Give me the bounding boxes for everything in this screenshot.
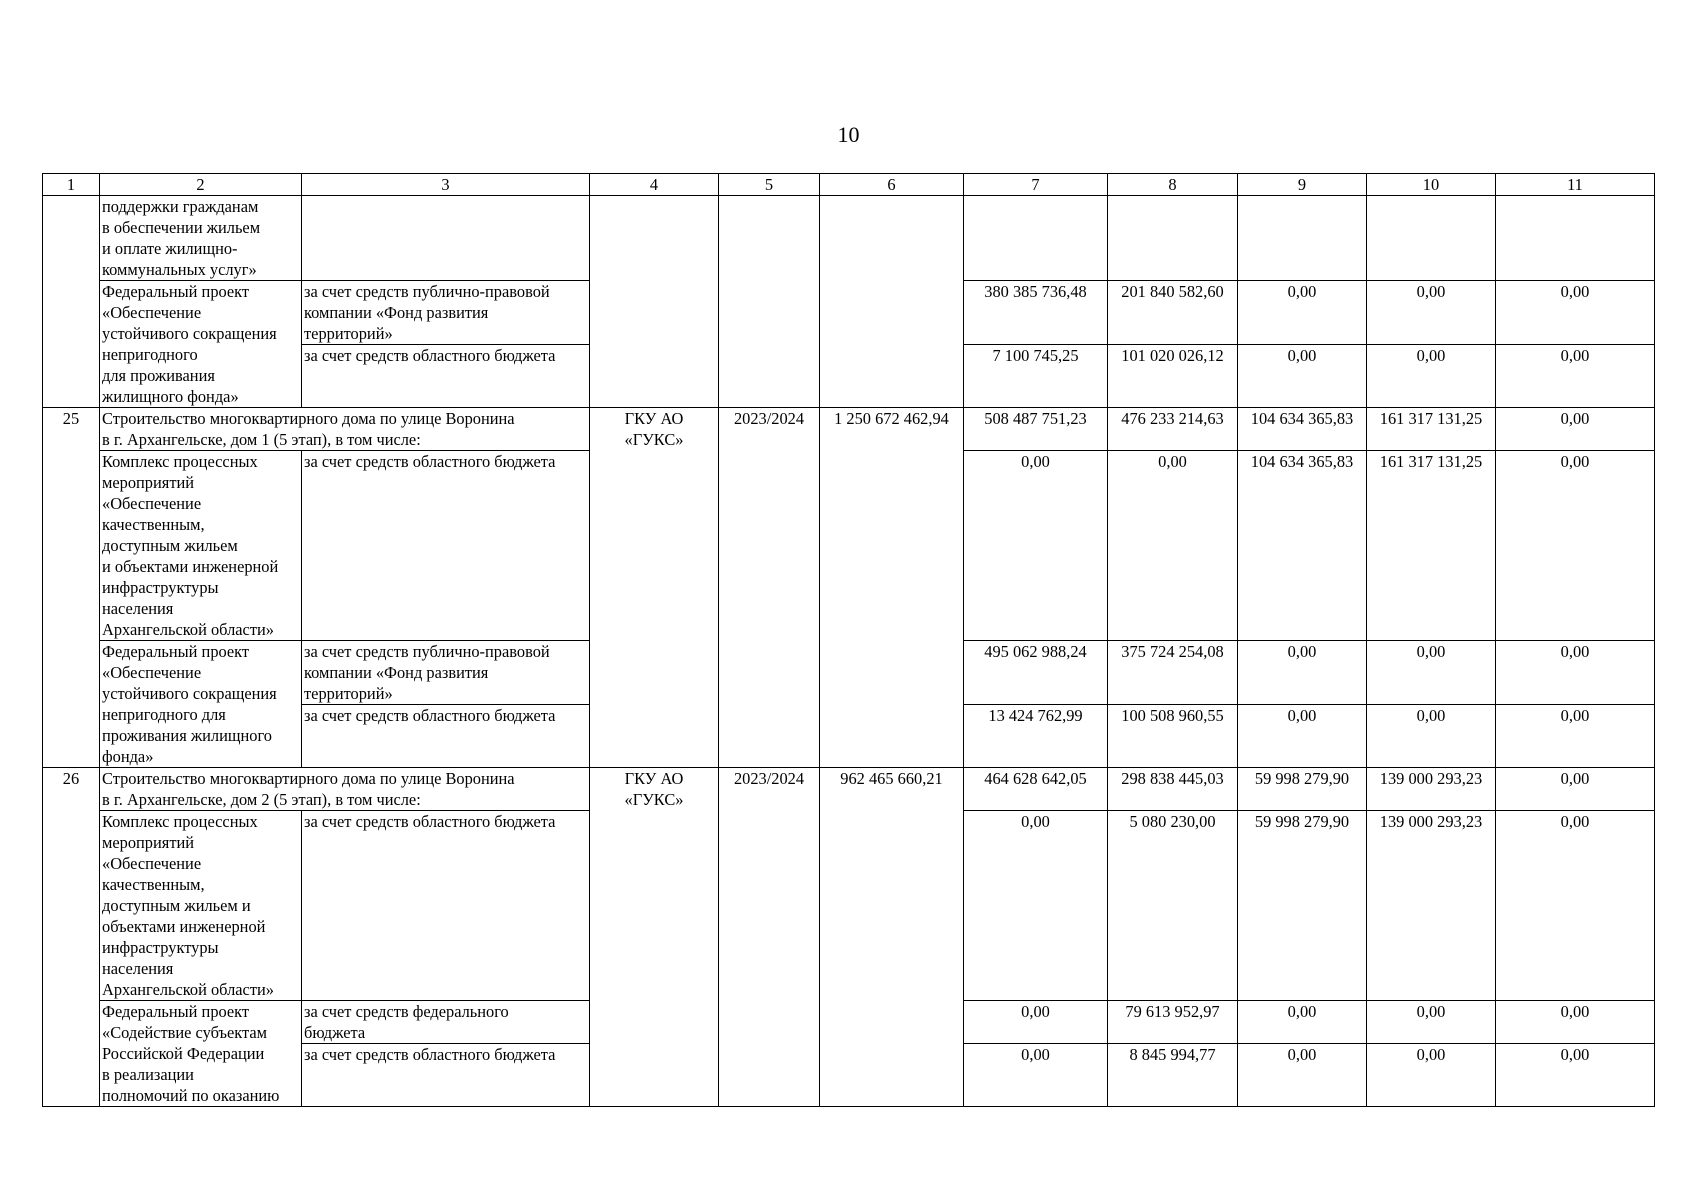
executor: ГКУ АО «ГУКС» — [590, 408, 719, 768]
total-cell — [820, 196, 964, 408]
value-cell: 5 080 230,00 — [1108, 811, 1238, 1001]
value-cell: 7 100 745,25 — [964, 345, 1108, 408]
column-number: 7 — [964, 174, 1108, 196]
value-cell: 0,00 — [1367, 705, 1496, 768]
value-cell: 0,00 — [964, 451, 1108, 641]
process-complex-name: Комплекс процессных мероприятий «Обеспечение качественным, доступным жильем и объектами инженерной инфраструктуры населения Архангельской области» — [100, 451, 302, 641]
executor-cell — [590, 196, 719, 408]
value-cell: 0,00 — [1367, 641, 1496, 705]
value-cell: 139 000 293,23 — [1367, 768, 1496, 811]
value-cell: 0,00 — [1496, 1044, 1655, 1107]
executor: ГКУ АО «ГУКС» — [590, 768, 719, 1107]
measure-title: Строительство многоквартирного дома по улице Воронина в г. Архангельске, дом 2 (5 этап), в том числе: — [100, 768, 590, 811]
value-cell: 0,00 — [1496, 408, 1655, 451]
value-cell: 0,00 — [964, 1044, 1108, 1107]
value-cell: 0,00 — [1108, 451, 1238, 641]
total-cost: 1 250 672 462,94 — [820, 408, 964, 768]
value-cell — [1108, 196, 1238, 281]
table-row — [43, 196, 1655, 281]
value-cell: 0,00 — [1496, 1001, 1655, 1044]
column-number: 9 — [1238, 174, 1367, 196]
funding-source: за счет средств областного бюджета — [302, 705, 590, 768]
funding-source: за счет средств публично-правовой компании «Фонд развития территорий» — [302, 281, 590, 345]
source-cell — [302, 196, 590, 281]
value-cell: 0,00 — [1496, 811, 1655, 1001]
years: 2023/2024 — [719, 768, 820, 1107]
column-number: 10 — [1367, 174, 1496, 196]
value-cell: 0,00 — [1238, 345, 1367, 408]
value-cell: 104 634 365,83 — [1238, 408, 1367, 451]
funding-source: за счет средств областного бюджета — [302, 811, 590, 1001]
column-numbers-row — [43, 174, 1655, 196]
value-cell: 139 000 293,23 — [1367, 811, 1496, 1001]
value-cell: 0,00 — [1496, 768, 1655, 811]
federal-project-name: Федеральный проект «Обеспечение устойчивого сокращения непригодного для проживания жилищного фонда» — [100, 281, 302, 408]
value-cell: 101 020 026,12 — [1108, 345, 1238, 408]
funding-source: за счет средств публично-правовой компании «Фонд развития территорий» — [302, 641, 590, 705]
value-cell: 0,00 — [1238, 1001, 1367, 1044]
value-cell: 464 628 642,05 — [964, 768, 1108, 811]
column-number: 8 — [1108, 174, 1238, 196]
value-cell: 0,00 — [1238, 1044, 1367, 1107]
value-cell: 375 724 254,08 — [1108, 641, 1238, 705]
value-cell: 59 998 279,90 — [1238, 768, 1367, 811]
value-cell: 0,00 — [1367, 345, 1496, 408]
funding-source: за счет средств федерального бюджета — [302, 1001, 590, 1044]
federal-project-name: Федеральный проект «Обеспечение устойчивого сокращения непригодного для проживания жилищного фонда» — [100, 641, 302, 768]
value-cell: 0,00 — [1496, 345, 1655, 408]
value-cell — [1238, 196, 1367, 281]
years-cell — [719, 196, 820, 408]
value-cell — [964, 196, 1108, 281]
value-cell: 0,00 — [1496, 641, 1655, 705]
value-cell: 508 487 751,23 — [964, 408, 1108, 451]
column-number: 2 — [100, 174, 302, 196]
value-cell: 0,00 — [1496, 705, 1655, 768]
value-cell — [1496, 196, 1655, 281]
value-cell: 0,00 — [964, 1001, 1108, 1044]
table-row — [43, 408, 1655, 451]
measure-name-continuation: поддержки гражданам в обеспечении жильем и оплате жилищно- коммунальных услуг» — [100, 196, 302, 281]
value-cell: 476 233 214,63 — [1108, 408, 1238, 451]
value-cell: 8 845 994,77 — [1108, 1044, 1238, 1107]
value-cell: 0,00 — [1367, 1001, 1496, 1044]
value-cell: 0,00 — [1367, 1044, 1496, 1107]
value-cell: 0,00 — [1238, 281, 1367, 345]
value-cell: 79 613 952,97 — [1108, 1001, 1238, 1044]
page-number: 10 — [837, 122, 860, 147]
value-cell: 0,00 — [964, 811, 1108, 1001]
value-cell: 298 838 445,03 — [1108, 768, 1238, 811]
value-cell: 161 317 131,25 — [1367, 451, 1496, 641]
row-number: 26 — [43, 768, 100, 1107]
value-cell: 0,00 — [1238, 641, 1367, 705]
value-cell: 0,00 — [1238, 705, 1367, 768]
value-cell: 100 508 960,55 — [1108, 705, 1238, 768]
value-cell: 59 998 279,90 — [1238, 811, 1367, 1001]
column-number: 4 — [590, 174, 719, 196]
value-cell: 0,00 — [1496, 451, 1655, 641]
column-number: 3 — [302, 174, 590, 196]
value-cell: 0,00 — [1367, 281, 1496, 345]
total-cost: 962 465 660,21 — [820, 768, 964, 1107]
process-complex-name: Комплекс процессных мероприятий «Обеспечение качественным, доступным жильем и объектами инженерной инфраструктуры населения Архангельской области» — [100, 811, 302, 1001]
column-number: 11 — [1496, 174, 1655, 196]
value-cell: 13 424 762,99 — [964, 705, 1108, 768]
value-cell: 104 634 365,83 — [1238, 451, 1367, 641]
measure-title: Строительство многоквартирного дома по улице Воронина в г. Архангельске, дом 1 (5 этап), в том числе: — [100, 408, 590, 451]
value-cell: 161 317 131,25 — [1367, 408, 1496, 451]
row-number-cell — [43, 196, 100, 408]
row-number: 25 — [43, 408, 100, 768]
funding-source: за счет средств областного бюджета — [302, 345, 590, 408]
value-cell: 201 840 582,60 — [1108, 281, 1238, 345]
value-cell: 380 385 736,48 — [964, 281, 1108, 345]
value-cell — [1367, 196, 1496, 281]
funding-source: за счет средств областного бюджета — [302, 1044, 590, 1107]
column-number: 6 — [820, 174, 964, 196]
value-cell: 0,00 — [1496, 281, 1655, 345]
column-number: 1 — [43, 174, 100, 196]
years: 2023/2024 — [719, 408, 820, 768]
column-number: 5 — [719, 174, 820, 196]
table-row — [43, 768, 1655, 811]
federal-project-name: Федеральный проект «Содействие субъектам Российской Федерации в реализации полномочий по оказанию — [100, 1001, 302, 1107]
funding-source: за счет средств областного бюджета — [302, 451, 590, 641]
value-cell: 495 062 988,24 — [964, 641, 1108, 705]
budget-table — [42, 173, 1655, 1107]
